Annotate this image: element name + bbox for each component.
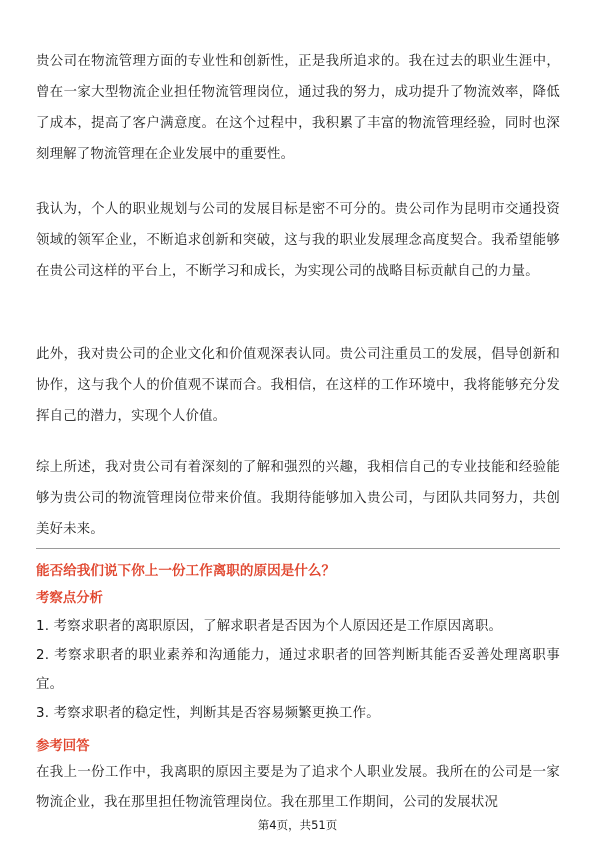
list-item: 3. 考察求职者的稳定性，判断其是否容易频繁更换工作。 [36,706,380,721]
page-number: 第4页，共51页 [257,818,338,832]
body-paragraph-4: 综上所述，我对贵公司有着深刻的了解和强烈的兴趣，我相信自己的专业技能和经验能够为贵公司的物流管理岗位带来价值。我期待能够加入贵公司，与团队共同努力，共创美好未来。 [36,460,560,537]
section-divider [36,548,560,549]
analysis-list [36,612,560,728]
reference-heading: 参考回答 [36,739,90,754]
body-paragraph-2: 我认为，个人的职业规划与公司的发展目标是密不可分的。贵公司作为昆明市交通投资领域的领军企业，不断追求创新和突破，这与我的职业发展理念高度契合。我希望能够在贵公司这样的平台上，不断学习和成长，为实现公司的战略目标贡献自己的力量。 [36,202,560,279]
list-item: 2. 考察求职者的职业素养和沟通能力，通过求职者的回答判断其能否妥善处理离职事宜。 [36,648,560,692]
list-item: 1. 考察求职者的离职原因，了解求职者是否因为个人原因还是工作原因离职。 [36,619,503,634]
reference-answer: 在我上一份工作中，我离职的原因主要是为了追求个人职业发展。我所在的公司是一家物流企业，我在那里担任物流管理岗位。我在那里工作期间，公司的发展状况 [36,765,560,810]
analysis-heading: 考察点分析 [36,591,103,606]
body-paragraph-1: 贵公司在物流管理方面的专业性和创新性，正是我所追求的。我在过去的职业生涯中，曾在一家大型物流企业担任物流管理岗位，通过我的努力，成功提升了物流效率，降低了成本，提高了客户满意度。在这个过程中，我积累了丰富的物流管理经验，同时也深刻理解了物流管理在企业发展中的重要性。 [36,54,560,162]
interview-question: 能否给我们说下你上一份工作离职的原因是什么？ [36,563,336,579]
body-paragraph-3: 此外，我对贵公司的企业文化和价值观深表认同。贵公司注重员工的发展，倡导创新和协作，这与我个人的价值观不谋而合。我相信，在这样的工作环境中，我将能够充分发挥自己的潜力，实现个人价值。 [36,347,560,424]
